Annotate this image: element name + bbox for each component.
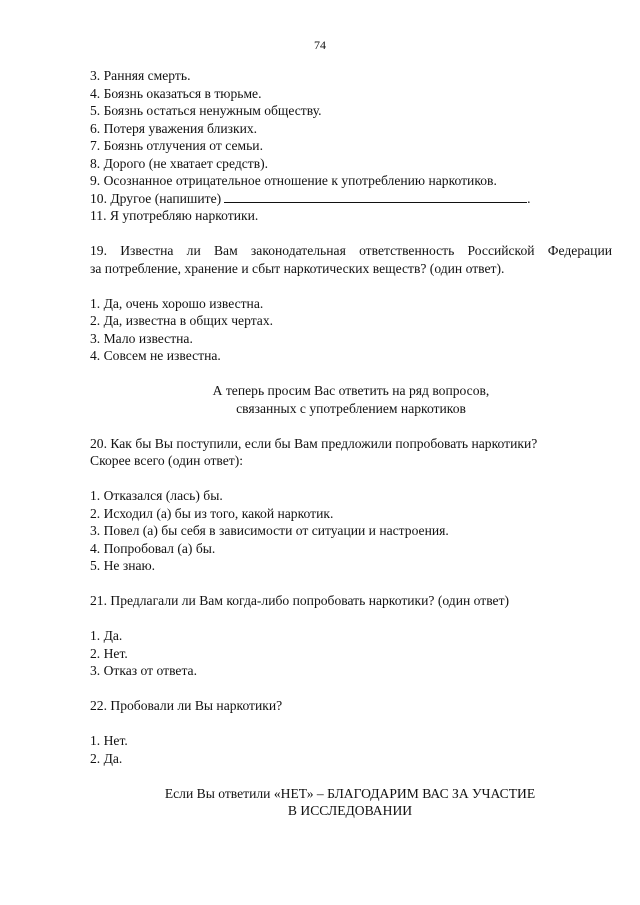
answer-option: 1. Да, очень хорошо известна. <box>90 295 264 311</box>
question-20-answers <box>90 487 612 575</box>
answer-option: 2. Нет. <box>90 645 128 661</box>
question-20-line-2: Скорее всего (один ответ): <box>90 453 244 468</box>
question-20 <box>90 435 612 470</box>
other-label: 10. Другое (напишите) <box>90 190 222 206</box>
list-item: 6. Потеря уважения близких. <box>90 120 258 136</box>
answer-option: 2. Да. <box>90 750 123 766</box>
questionnaire-page <box>90 67 612 820</box>
other-end: . <box>527 190 531 206</box>
answer-option: 4. Попробовал (а) бы. <box>90 540 216 556</box>
answer-option: 1. Отказался (лась) бы. <box>90 488 223 503</box>
section-intro <box>90 382 612 417</box>
question-22-answers <box>90 732 612 767</box>
answer-option: 2. Да, известна в общих чертах. <box>90 313 274 328</box>
question-20-line-1: 20. Как бы Вы поступили, если бы Вам предложили попробовать наркотики? <box>90 435 538 451</box>
answer-option: 1. Нет. <box>90 733 128 748</box>
list-item: 9. Осознанное отрицательное отношение к употреблению наркотиков. <box>90 173 497 188</box>
list-item: 5. Боязнь остаться ненужным обществу. <box>90 103 322 118</box>
list-item: 4. Боязнь оказаться в тюрьме. <box>90 85 262 101</box>
answer-option: 2. Исходил (а) бы из того, какой наркотик. <box>90 505 334 521</box>
section-intro-line-1: А теперь просим Вас ответить на ряд вопросов, <box>212 383 490 398</box>
section-intro-line-2: связанных с употреблением наркотиков <box>236 400 466 416</box>
answer-option: 3. Повел (а) бы себя в зависимости от ситуации и настроения. <box>90 523 449 538</box>
reasons-list <box>90 67 612 225</box>
closing-message <box>60 785 640 820</box>
list-item: 7. Боязнь отлучения от семьи. <box>90 138 263 153</box>
question-19-line-2: за потребление, хранение и сбыт наркотических веществ? (один ответ). <box>90 260 505 276</box>
write-in-blank <box>224 192 527 203</box>
answer-option: 3. Отказ от ответа. <box>90 663 197 678</box>
answer-option: 4. Совсем не известна. <box>90 348 221 363</box>
list-item: 8. Дорого (не хватает средств). <box>90 155 269 171</box>
question-19-answers <box>90 295 612 365</box>
question-19 <box>90 242 612 277</box>
question-19-line-1: 19. Известна ли Вам законодательная ответственность Российской Федерации <box>90 243 612 258</box>
answer-option: 3. Мало известна. <box>90 330 193 346</box>
page-number: 74 <box>314 38 326 52</box>
list-item-other <box>90 190 612 208</box>
list-item: 3. Ранняя смерть. <box>90 68 191 83</box>
closing-line-1: Если Вы ответили «НЕТ» – БЛАГОДАРИМ ВАС ЗА УЧАСТИЕ <box>164 785 536 801</box>
question-21-answers <box>90 627 612 680</box>
question-22: 22. Пробовали ли Вы наркотики? <box>90 698 283 713</box>
answer-option: 5. Не знаю. <box>90 558 156 573</box>
closing-line-2: В ИССЛЕДОВАНИИ <box>287 803 413 818</box>
answer-option: 1. Да. <box>90 628 123 643</box>
question-21: 21. Предлагали ли Вам когда-либо попробовать наркотики? (один ответ) <box>90 593 510 608</box>
list-item: 11. Я употребляю наркотики. <box>90 208 259 223</box>
